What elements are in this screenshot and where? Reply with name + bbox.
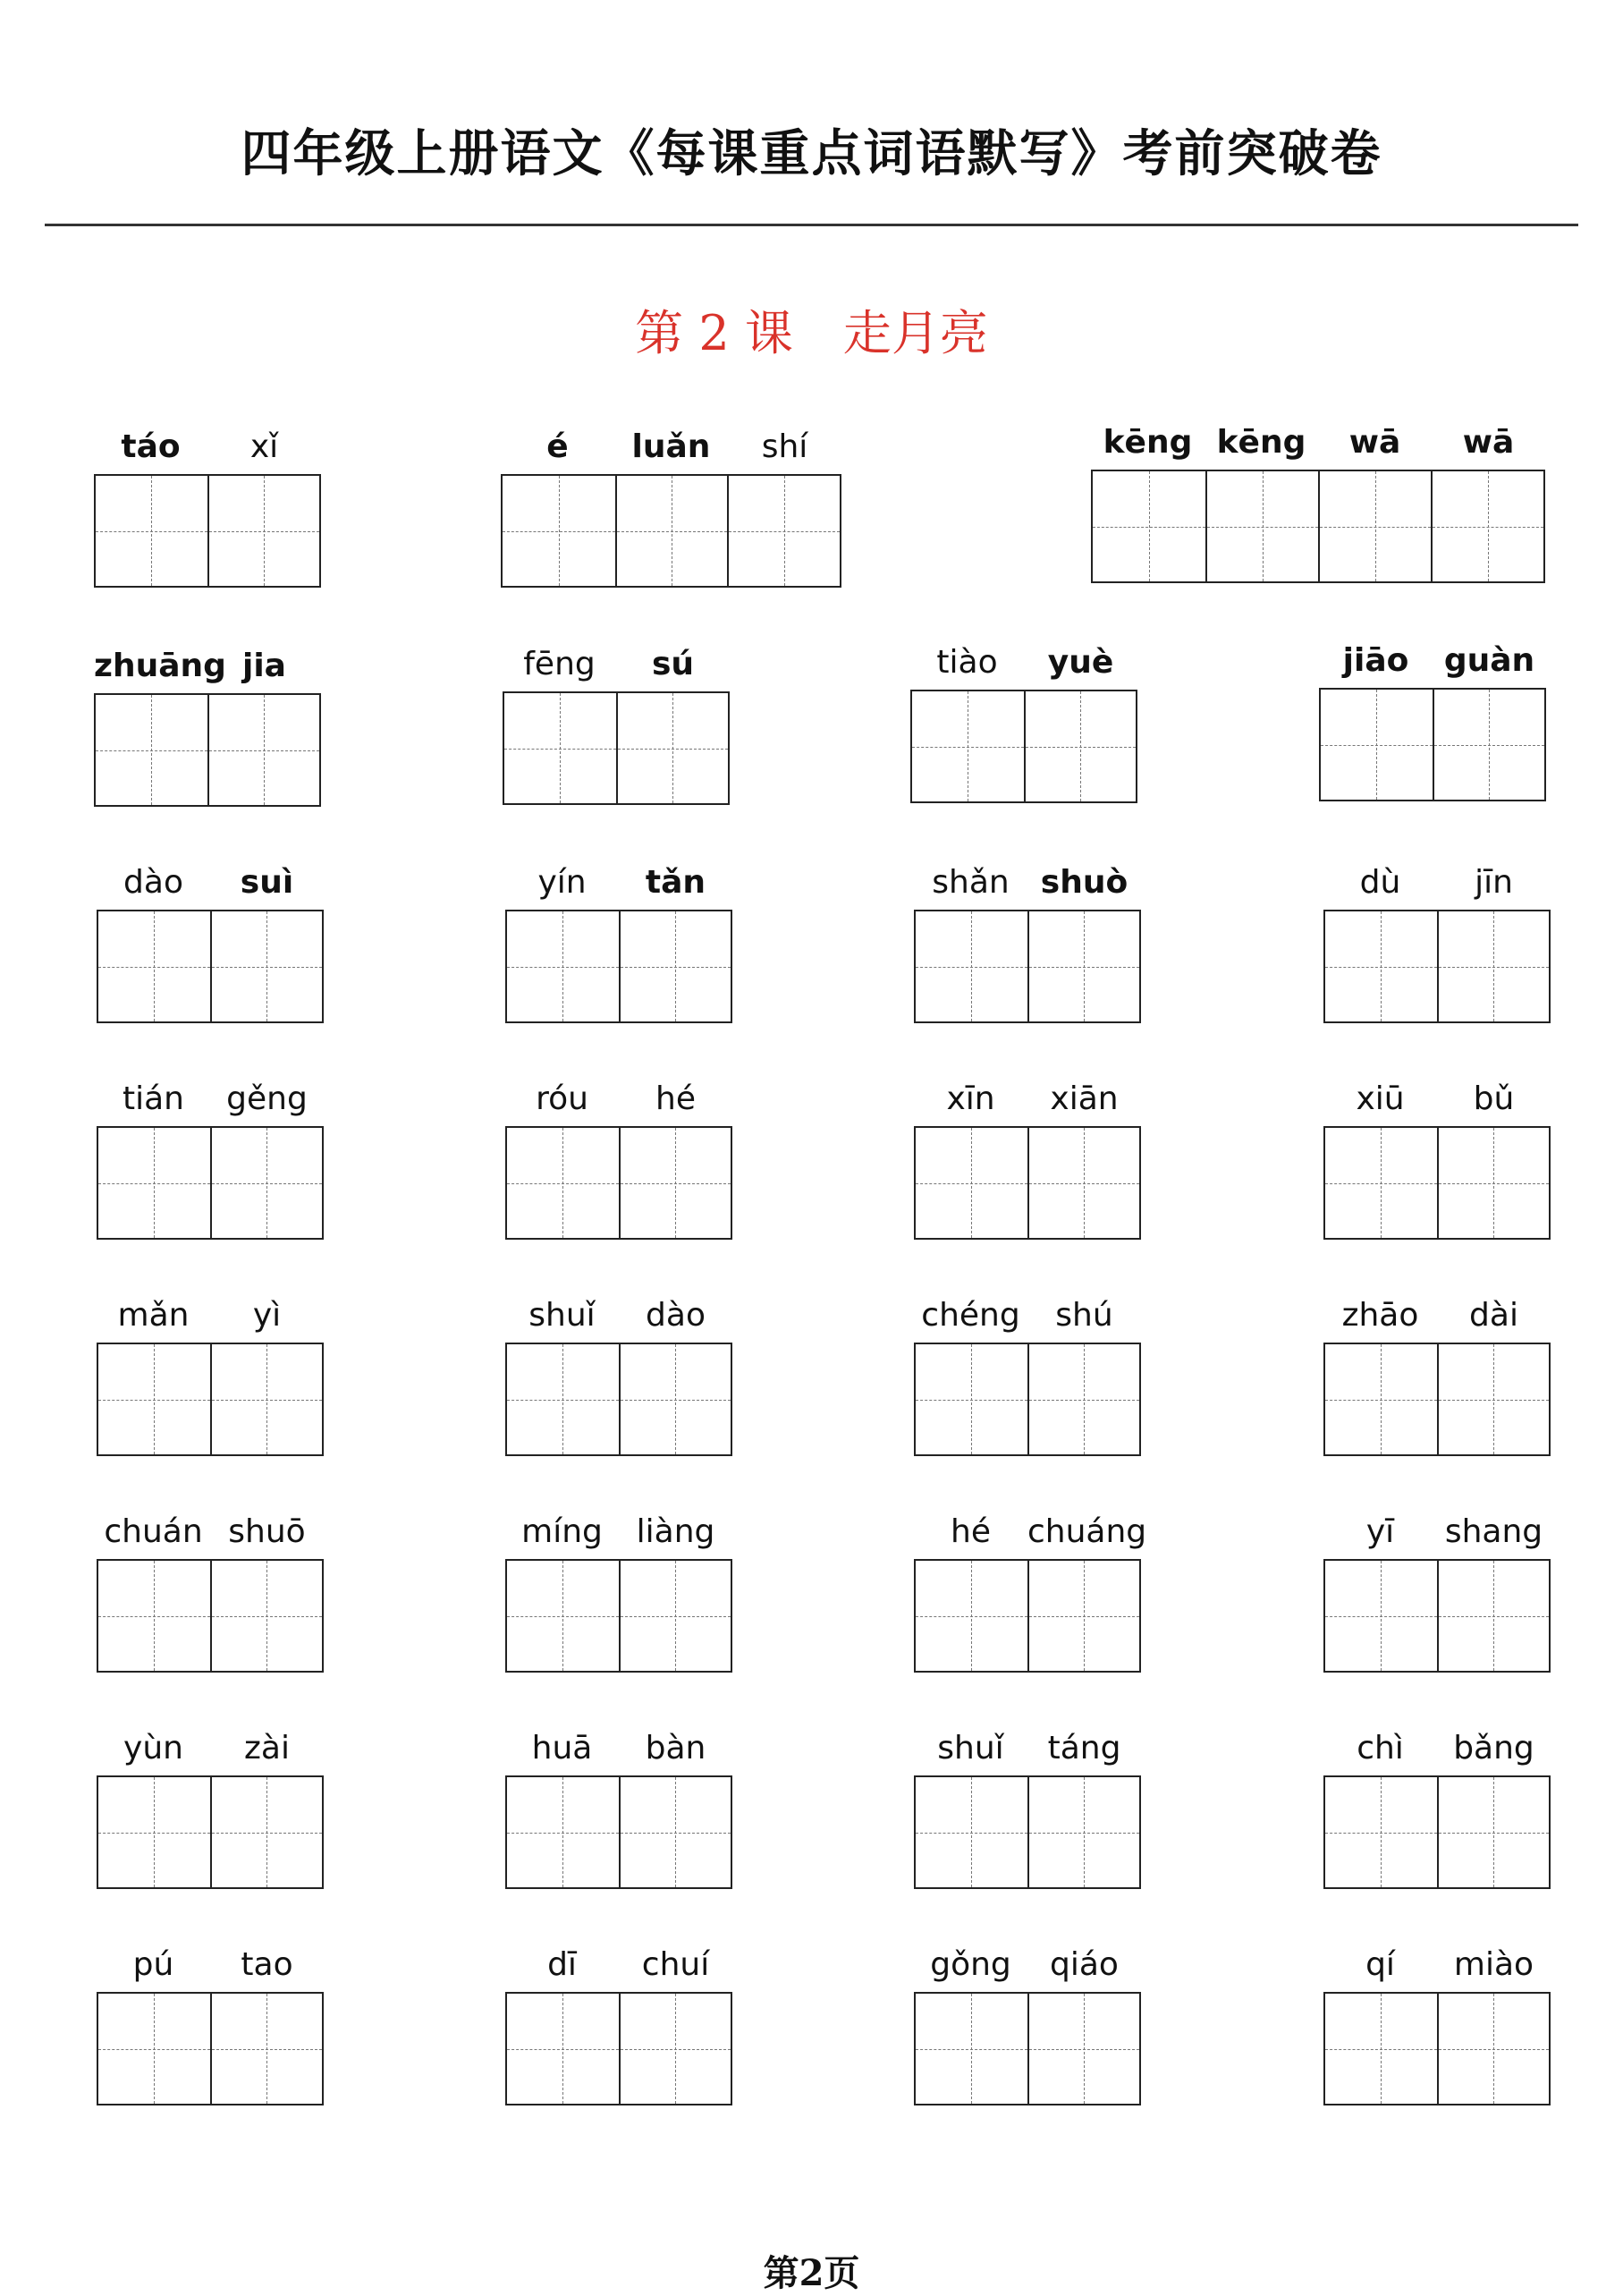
pinyin-label: yín — [537, 864, 587, 901]
pinyin-label: zhuāng — [94, 648, 226, 684]
writing-boxes — [914, 910, 1141, 1023]
tianzige-cell[interactable] — [1437, 1777, 1549, 1887]
tianzige-cell[interactable] — [619, 1777, 731, 1887]
tianzige-cell[interactable] — [503, 476, 615, 586]
tianzige-cell[interactable] — [916, 1128, 1027, 1238]
pinyin-label: gěng — [226, 1080, 308, 1117]
pinyin-row — [97, 1943, 324, 1987]
word-item — [910, 640, 1137, 806]
tianzige-cell[interactable] — [98, 1128, 210, 1238]
pinyin-label: táng — [1047, 1730, 1121, 1766]
tianzige-cell[interactable] — [1437, 1344, 1549, 1454]
word-item — [1323, 1510, 1551, 1675]
tianzige-cell[interactable] — [1325, 1994, 1437, 2104]
tianzige-cell[interactable] — [1325, 1128, 1437, 1238]
pinyin-label: dài — [1469, 1297, 1518, 1334]
pinyin-label: tǎn — [645, 864, 706, 901]
pinyin-label: dào — [646, 1297, 706, 1334]
writing-boxes — [505, 910, 732, 1023]
pinyin-label: yī — [1365, 1513, 1395, 1550]
word-item — [97, 860, 324, 1026]
writing-boxes — [1323, 1343, 1551, 1456]
tianzige-cell[interactable] — [1027, 1344, 1139, 1454]
pinyin-label: chuí — [641, 1946, 710, 1983]
writing-boxes — [97, 1126, 324, 1240]
writing-boxes — [910, 690, 1137, 803]
pinyin-label: xīn — [946, 1080, 995, 1117]
tianzige-cell[interactable] — [96, 695, 207, 805]
tianzige-cell[interactable] — [210, 1777, 322, 1887]
pinyin-row — [1323, 1943, 1551, 1987]
writing-boxes — [505, 1343, 732, 1456]
writing-boxes — [97, 1992, 324, 2105]
pinyin-row — [501, 425, 841, 470]
tianzige-cell[interactable] — [1027, 911, 1139, 1021]
tianzige-cell[interactable] — [98, 1344, 210, 1454]
pinyin-label: miào — [1453, 1946, 1534, 1983]
tianzige-cell[interactable] — [916, 1994, 1027, 2104]
pinyin-label: yùn — [123, 1730, 183, 1766]
pinyin-label: jīn — [1475, 864, 1513, 901]
pinyin-label: shí — [761, 428, 808, 465]
tianzige-cell[interactable] — [210, 1344, 322, 1454]
pinyin-label: é — [546, 428, 569, 465]
word-item — [505, 1510, 732, 1675]
writing-boxes — [914, 1775, 1141, 1889]
pinyin-label: guàn — [1443, 642, 1535, 679]
pinyin-row — [914, 860, 1141, 905]
pinyin-label: shú — [1055, 1297, 1113, 1334]
tianzige-cell[interactable] — [507, 911, 619, 1021]
lesson-name: 走月亮 — [842, 305, 988, 361]
pinyin-label: gǒng — [930, 1946, 1011, 1983]
pinyin-label: dù — [1359, 864, 1401, 901]
tianzige-cell[interactable] — [1093, 471, 1205, 581]
word-item — [1323, 1293, 1551, 1459]
pinyin-label: qí — [1365, 1946, 1395, 1983]
pinyin-label: tiào — [936, 644, 998, 681]
tianzige-cell[interactable] — [912, 691, 1024, 801]
pinyin-label: jiāo — [1342, 642, 1409, 679]
writing-boxes — [914, 1343, 1141, 1456]
pinyin-label: yuè — [1047, 644, 1114, 681]
word-item — [97, 1293, 324, 1459]
pinyin-row — [97, 1293, 324, 1338]
tianzige-cell[interactable] — [1024, 691, 1136, 801]
tianzige-cell[interactable] — [207, 695, 319, 805]
writing-boxes — [1323, 910, 1551, 1023]
writing-boxes — [914, 1559, 1141, 1673]
tianzige-cell[interactable] — [1027, 1561, 1139, 1671]
tianzige-cell[interactable] — [507, 1777, 619, 1887]
pinyin-label: qiáo — [1050, 1946, 1119, 1983]
pinyin-row — [505, 1077, 732, 1122]
pinyin-label: liàng — [636, 1513, 715, 1550]
word-item — [914, 1293, 1141, 1459]
pinyin-label: shuō — [228, 1513, 306, 1550]
pinyin-label: shang — [1444, 1513, 1543, 1550]
word-item — [914, 860, 1141, 1026]
pinyin-label: xǐ — [249, 428, 279, 465]
tianzige-cell[interactable] — [1027, 1994, 1139, 2104]
word-item — [94, 425, 321, 590]
pinyin-label: táo — [121, 428, 181, 465]
word-item — [1319, 639, 1546, 804]
tianzige-cell[interactable] — [616, 693, 728, 803]
pinyin-label: xiān — [1050, 1080, 1119, 1117]
pinyin-row — [910, 640, 1137, 685]
tianzige-cell[interactable] — [96, 476, 207, 586]
pinyin-row — [914, 1726, 1141, 1771]
pinyin-label: bǎng — [1453, 1730, 1534, 1766]
pinyin-label: sú — [651, 646, 695, 682]
tianzige-cell[interactable] — [1437, 1994, 1549, 2104]
tianzige-cell[interactable] — [1318, 471, 1431, 581]
pinyin-label: kēng — [1103, 424, 1193, 461]
tianzige-cell[interactable] — [619, 1128, 731, 1238]
pinyin-label: tián — [123, 1080, 184, 1117]
pinyin-label: mǎn — [117, 1297, 190, 1334]
writing-boxes — [914, 1126, 1141, 1240]
word-item — [97, 1943, 324, 2108]
tianzige-cell[interactable] — [507, 1344, 619, 1454]
word-item — [914, 1510, 1147, 1675]
pinyin-row — [505, 860, 732, 905]
pinyin-row — [94, 644, 321, 689]
pinyin-label: zài — [244, 1730, 290, 1766]
pinyin-row — [97, 1510, 324, 1555]
writing-boxes — [505, 1992, 732, 2105]
pinyin-row — [1323, 1726, 1551, 1771]
word-item — [501, 425, 841, 590]
pinyin-row — [914, 1077, 1141, 1122]
tianzige-cell[interactable] — [210, 1561, 322, 1671]
tianzige-cell[interactable] — [507, 1994, 619, 2104]
writing-boxes — [505, 1775, 732, 1889]
pinyin-label: róu — [536, 1080, 588, 1117]
tianzige-cell[interactable] — [1205, 471, 1318, 581]
pinyin-label: wā — [1348, 424, 1401, 461]
writing-boxes — [501, 474, 841, 588]
tianzige-cell[interactable] — [916, 1344, 1027, 1454]
writing-boxes — [94, 693, 321, 807]
tianzige-cell[interactable] — [507, 1561, 619, 1671]
tianzige-cell[interactable] — [619, 911, 731, 1021]
pinyin-label: tao — [241, 1946, 293, 1983]
pinyin-label: chì — [1357, 1730, 1404, 1766]
tianzige-cell[interactable] — [210, 1994, 322, 2104]
writing-boxes — [1323, 1126, 1551, 1240]
pinyin-label: zhāo — [1341, 1297, 1419, 1334]
tianzige-cell[interactable] — [619, 1561, 731, 1671]
pinyin-label: dī — [547, 1946, 577, 1983]
tianzige-cell[interactable] — [1027, 1777, 1139, 1887]
word-item — [505, 1293, 732, 1459]
pinyin-label: huā — [531, 1730, 593, 1766]
pinyin-row — [914, 1510, 1147, 1555]
tianzige-cell[interactable] — [615, 476, 728, 586]
tianzige-cell[interactable] — [210, 911, 322, 1021]
pinyin-label: shǎn — [932, 864, 1010, 901]
pinyin-label: bàn — [645, 1730, 706, 1766]
word-item — [505, 1077, 732, 1242]
tianzige-cell[interactable] — [1027, 1128, 1139, 1238]
pinyin-label: suì — [240, 864, 294, 901]
word-item — [914, 1077, 1141, 1242]
word-item — [97, 1510, 324, 1675]
tianzige-cell[interactable] — [1433, 690, 1544, 800]
writing-boxes — [505, 1559, 732, 1673]
pinyin-label: hé — [655, 1080, 696, 1117]
word-item — [1091, 420, 1545, 586]
pinyin-label: shuò — [1040, 864, 1128, 901]
writing-boxes — [97, 1775, 324, 1889]
word-item — [914, 1943, 1141, 2108]
tianzige-cell[interactable] — [1431, 471, 1543, 581]
word-item — [505, 860, 732, 1026]
word-item — [914, 1726, 1141, 1892]
pinyin-label: luǎn — [631, 428, 711, 465]
word-item — [1323, 1726, 1551, 1892]
pinyin-label: fēng — [523, 646, 596, 682]
pinyin-row — [1091, 420, 1545, 465]
lesson-heading — [0, 295, 1623, 364]
tianzige-cell[interactable] — [210, 1128, 322, 1238]
tianzige-cell[interactable] — [916, 911, 1027, 1021]
writing-boxes — [97, 1343, 324, 1456]
pinyin-label: hé — [951, 1513, 991, 1550]
pinyin-row — [914, 1943, 1141, 1987]
pinyin-label: chuán — [104, 1513, 203, 1550]
pinyin-row — [94, 425, 321, 470]
word-item — [505, 1726, 732, 1892]
tianzige-cell[interactable] — [916, 1777, 1027, 1887]
pinyin-label: dào — [123, 864, 183, 901]
writing-boxes — [1323, 1992, 1551, 2105]
pinyin-row — [505, 1726, 732, 1771]
pinyin-label: wā — [1462, 424, 1515, 461]
pinyin-row — [505, 1943, 732, 1987]
word-item — [1323, 1943, 1551, 2108]
tianzige-cell[interactable] — [98, 1777, 210, 1887]
pinyin-label: shuǐ — [528, 1297, 596, 1334]
pinyin-row — [1323, 1293, 1551, 1338]
pinyin-label: xiū — [1356, 1080, 1405, 1117]
tianzige-cell[interactable] — [1437, 911, 1549, 1021]
tianzige-cell[interactable] — [98, 911, 210, 1021]
writing-boxes — [1323, 1559, 1551, 1673]
tianzige-cell[interactable] — [619, 1994, 731, 2104]
pinyin-row — [97, 860, 324, 905]
pinyin-label: chéng — [921, 1297, 1020, 1334]
pinyin-row — [505, 1293, 732, 1338]
word-item — [1323, 860, 1551, 1026]
writing-boxes — [1319, 688, 1546, 801]
pinyin-row — [1319, 639, 1546, 683]
tianzige-cell[interactable] — [98, 1994, 210, 2104]
pinyin-row — [97, 1077, 324, 1122]
writing-boxes — [503, 691, 730, 805]
word-item — [1323, 1077, 1551, 1242]
tianzige-cell[interactable] — [1325, 1561, 1437, 1671]
tianzige-cell[interactable] — [1325, 911, 1437, 1021]
tianzige-cell[interactable] — [727, 476, 840, 586]
pinyin-row — [1323, 1077, 1551, 1122]
pinyin-label: shuǐ — [937, 1730, 1004, 1766]
pinyin-label: bǔ — [1473, 1080, 1515, 1117]
tianzige-cell[interactable] — [1437, 1561, 1549, 1671]
tianzige-cell[interactable] — [1437, 1128, 1549, 1238]
tianzige-cell[interactable] — [619, 1344, 731, 1454]
tianzige-cell[interactable] — [504, 693, 616, 803]
pinyin-row — [1323, 860, 1551, 905]
pinyin-label: yì — [252, 1297, 282, 1334]
page-number: 第2页 — [763, 2252, 860, 2294]
pinyin-label: pú — [132, 1946, 174, 1983]
tianzige-cell[interactable] — [1325, 1344, 1437, 1454]
word-item — [97, 1077, 324, 1242]
word-item — [505, 1943, 732, 2108]
pinyin-row — [97, 1726, 324, 1771]
pinyin-row — [505, 1510, 732, 1555]
pinyin-row — [1323, 1510, 1551, 1555]
tianzige-cell[interactable] — [1321, 690, 1433, 800]
writing-boxes — [1323, 1775, 1551, 1889]
word-item — [503, 642, 730, 808]
writing-boxes — [94, 474, 321, 588]
tianzige-cell[interactable] — [207, 476, 319, 586]
tianzige-cell[interactable] — [1325, 1777, 1437, 1887]
writing-boxes — [97, 910, 324, 1023]
pinyin-label: chuáng — [1027, 1513, 1147, 1550]
tianzige-cell[interactable] — [98, 1561, 210, 1671]
tianzige-cell[interactable] — [507, 1128, 619, 1238]
header-divider — [45, 224, 1578, 226]
pinyin-label: kēng — [1216, 424, 1306, 461]
pinyin-row — [914, 1293, 1141, 1338]
lesson-number: 第 2 课 — [635, 305, 793, 361]
pinyin-row — [503, 642, 730, 687]
writing-boxes — [97, 1559, 324, 1673]
pinyin-label: míng — [521, 1513, 603, 1550]
writing-boxes — [505, 1126, 732, 1240]
writing-boxes — [914, 1992, 1141, 2105]
pinyin-label: jia — [242, 648, 286, 684]
word-item — [94, 644, 321, 809]
writing-boxes — [1091, 470, 1545, 583]
tianzige-cell[interactable] — [916, 1561, 1027, 1671]
word-item — [97, 1726, 324, 1892]
document-title: 四年级上册语文《每课重点词语默写》考前突破卷 — [241, 124, 1382, 183]
